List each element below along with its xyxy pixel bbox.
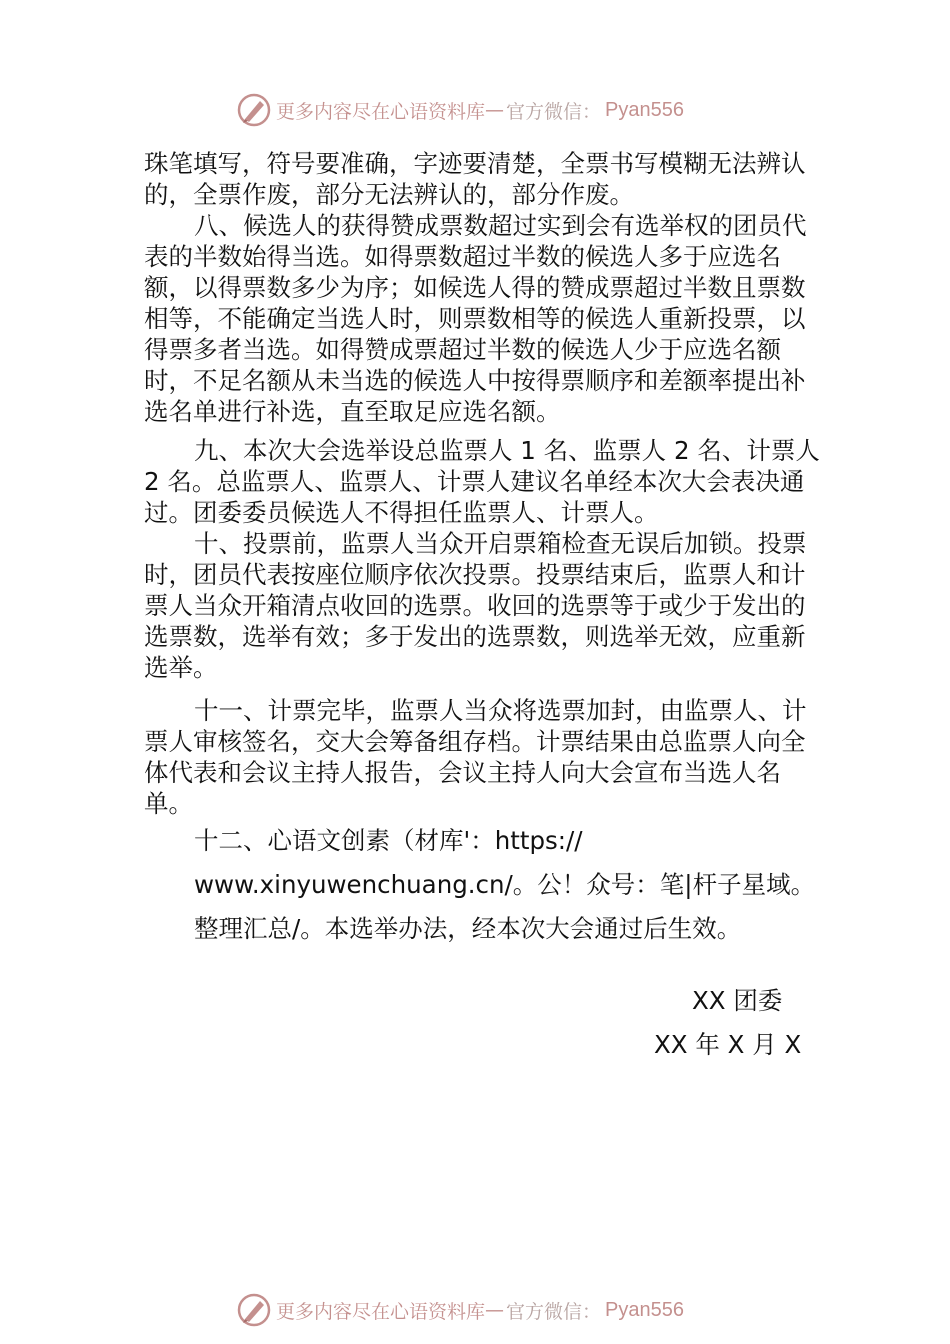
article-12-line-1: 十二、心语文创素（材库'：https:// <box>194 826 583 855</box>
paragraph-continuation: 珠笔填写，符号要准确，字迹要清楚，全票书写模糊无法辨认的，全票作废，部分无法辨认的，部分作废。 <box>144 149 806 209</box>
pen-logo-icon <box>236 1292 272 1328</box>
paragraph-article-10: 十、投票前，监票人当众开启票箱检查无误后加锁。投票时，团员代表按座位顺序依次投票。投票结束后，监票人和计票人当众开箱清点收回的选票。收回的选票等于或少于发出的选票数，选举有效；多于发出的选票数，则选举无效，应重新选举。 <box>144 529 807 682</box>
pen-logo-icon <box>236 92 272 128</box>
paragraph-article-9: 九、本次大会选举设总监票人 1 名、监票人 2 名、计票人 2 名。总监票人、监票人、计票人建议名单经本次大会表决通过。团委委员候选人不得担任监票人、计票人。 <box>144 436 820 527</box>
signature-date: XX 年 X 月 X <box>654 1030 802 1059</box>
watermark-site-text: 更多内容尽在心语资料库 <box>276 1300 486 1323</box>
watermark-dash: — <box>485 99 505 121</box>
article-12-line-3: 整理汇总/。本选举办法，经本次大会通过后生效。 <box>194 914 742 943</box>
paragraph-article-11: 十一、计票完毕，监票人当众将选票加封，由监票人、计票人审核签名，交大会筹备组存档。计票结果由总监票人向全体代表和会议主持人报告，会议主持人向大会宣布当选人名单。 <box>144 696 807 818</box>
watermark-site-text: 更多内容尽在心语资料库 <box>276 100 486 123</box>
watermark-official-label: 官方微信： <box>506 1300 602 1323</box>
watermark-official-label: 官方微信： <box>506 100 602 123</box>
paragraph-article-12 <box>144 819 824 951</box>
paragraph-article-8: 八、候选人的获得赞成票数超过实到会有选举权的团员代表的半数始得当选。如得票数超过半数的候选人多于应选名额，以得票数多少为序；如候选人得的赞成票超过半数且票数相等，不能确定当选人时，则票数相等的候选人重新投票，以得票多者当选。如得赞成票超过半数的候选人少于应选名额时，不足名额从未当选的候选人中按得票顺序和差额率提出补选名单进行补选，直至取足应选名额。 <box>144 211 807 426</box>
document-body <box>144 148 824 951</box>
watermark-wechat-id: Pyan556 <box>605 1298 684 1321</box>
watermark-dash: — <box>485 1299 505 1321</box>
article-12-line-2: www.xinyuwenchuang.cn/。公！众号：笔|杆子星域。 <box>194 870 816 899</box>
footer-watermark <box>236 1290 684 1330</box>
signature-organization: XX 团委 <box>692 986 783 1015</box>
watermark-wechat-id: Pyan556 <box>605 98 684 121</box>
header-watermark <box>236 90 684 130</box>
